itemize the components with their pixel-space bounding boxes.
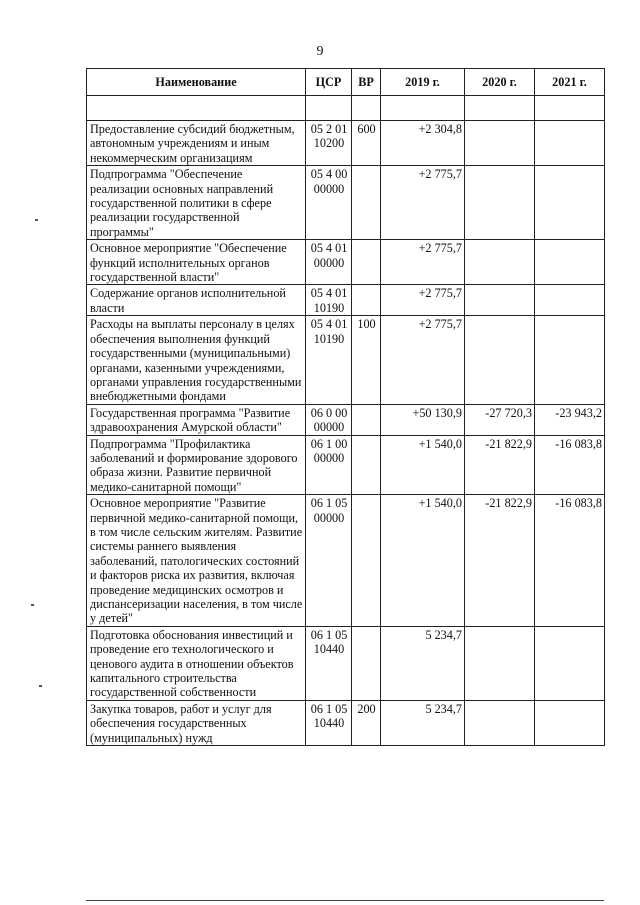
cell-csr: 06 0 00 00000: [306, 404, 352, 435]
cell-2020: [465, 240, 535, 285]
cell-csr: 05 4 01 00000: [306, 240, 352, 285]
cell-2019: +50 130,9: [381, 404, 465, 435]
cell-csr: 06 1 05 10440: [306, 700, 352, 745]
cell-csr: 05 4 01 10190: [306, 285, 352, 316]
cell-name: Расходы на выплаты персоналу в целях обеспечения выполнения функций государственными (муниципальными) органами, казенными учреждениями, органами управления государственными внебюджетными фондами: [87, 316, 306, 404]
cell-2021: [535, 626, 605, 700]
spacer-row: [87, 96, 605, 121]
header-name: Наименование: [87, 69, 306, 96]
page-bottom-edge: [86, 900, 604, 901]
table-row: [87, 121, 605, 166]
cell-csr: 06 1 00 00000: [306, 435, 352, 495]
cell-csr: 05 4 01 10190: [306, 316, 352, 404]
table-header-row: [87, 69, 605, 96]
page-number: 9: [316, 44, 324, 59]
cell-name: Основное мероприятие "Развитие первичной медико-санитарной помощи, в том числе сельским жителям. Развитие системы раннего выявления заболеваний, патологических состояний и факторов риска их развития, включая проведение медицинских осмотров и диспансеризации населения, в том числе у детей": [87, 495, 306, 627]
cell-vr: [352, 495, 381, 627]
cell-2021: -16 083,8: [535, 495, 605, 627]
cell-name: Основное мероприятие "Обеспечение функций исполнительных органов государственной власти": [87, 240, 306, 285]
cell-2020: [465, 285, 535, 316]
margin-mark: [35, 219, 38, 221]
cell-csr: 06 1 05 00000: [306, 495, 352, 627]
cell-2021: [535, 121, 605, 166]
cell-name: Закупка товаров, работ и услуг для обеспечения государственных (муниципальных) нужд: [87, 700, 306, 745]
cell-2020: [465, 166, 535, 240]
cell-2021: -23 943,2: [535, 404, 605, 435]
cell-vr: [352, 166, 381, 240]
cell-2021: [535, 285, 605, 316]
header-csr: ЦСР: [306, 69, 352, 96]
table-row: [87, 700, 605, 745]
header-2019: 2019 г.: [381, 69, 465, 96]
cell-2019: +2 775,7: [381, 166, 465, 240]
cell-2021: [535, 240, 605, 285]
table-row: [87, 166, 605, 240]
cell-2020: -21 822,9: [465, 495, 535, 627]
margin-mark: [31, 604, 34, 606]
header-2021: 2021 г.: [535, 69, 605, 96]
cell-name: Подготовка обоснования инвестиций и проведение его технологического и ценового аудита в отношении объектов капитального строительства государственной собственности: [87, 626, 306, 700]
cell-2020: -21 822,9: [465, 435, 535, 495]
table-row: [87, 285, 605, 316]
cell-name: Предоставление субсидий бюджетным, автономным учреждениям и иным некоммерческим организациям: [87, 121, 306, 166]
cell-2020: [465, 700, 535, 745]
cell-name: Содержание органов исполнительной власти: [87, 285, 306, 316]
cell-vr: [352, 285, 381, 316]
table-row: [87, 495, 605, 627]
table-row: [87, 626, 605, 700]
cell-2020: [465, 316, 535, 404]
cell-2019: 5 234,7: [381, 700, 465, 745]
cell-vr: [352, 626, 381, 700]
cell-2021: [535, 166, 605, 240]
cell-name: Подпрограмма "Профилактика заболеваний и формирование здорового образа жизни. Развитие первичной медико-санитарной помощи": [87, 435, 306, 495]
cell-csr: 05 2 01 10200: [306, 121, 352, 166]
cell-vr: [352, 435, 381, 495]
cell-vr: 100: [352, 316, 381, 404]
cell-2021: [535, 700, 605, 745]
cell-2019: 5 234,7: [381, 626, 465, 700]
table-row: [87, 404, 605, 435]
cell-2019: +2 775,7: [381, 316, 465, 404]
cell-vr: 200: [352, 700, 381, 745]
cell-vr: [352, 404, 381, 435]
margin-mark: [39, 685, 42, 687]
cell-name: Государственная программа "Развитие здравоохранения Амурской области": [87, 404, 306, 435]
header-2020: 2020 г.: [465, 69, 535, 96]
cell-vr: 600: [352, 121, 381, 166]
table-row: [87, 316, 605, 404]
cell-2021: [535, 316, 605, 404]
table-row: [87, 435, 605, 495]
cell-2019: +1 540,0: [381, 435, 465, 495]
cell-2019: +2 304,8: [381, 121, 465, 166]
cell-2019: +2 775,7: [381, 240, 465, 285]
header-vr: ВР: [352, 69, 381, 96]
cell-csr: 05 4 00 00000: [306, 166, 352, 240]
cell-csr: 06 1 05 10440: [306, 626, 352, 700]
cell-2021: -16 083,8: [535, 435, 605, 495]
cell-vr: [352, 240, 381, 285]
cell-2020: [465, 121, 535, 166]
cell-2020: [465, 626, 535, 700]
cell-2019: +1 540,0: [381, 495, 465, 627]
cell-2020: -27 720,3: [465, 404, 535, 435]
budget-table: [86, 68, 605, 746]
cell-2019: +2 775,7: [381, 285, 465, 316]
cell-name: Подпрограмма "Обеспечение реализации основных направлений государственной политики в сфере реализации государственной программы": [87, 166, 306, 240]
table-row: [87, 240, 605, 285]
